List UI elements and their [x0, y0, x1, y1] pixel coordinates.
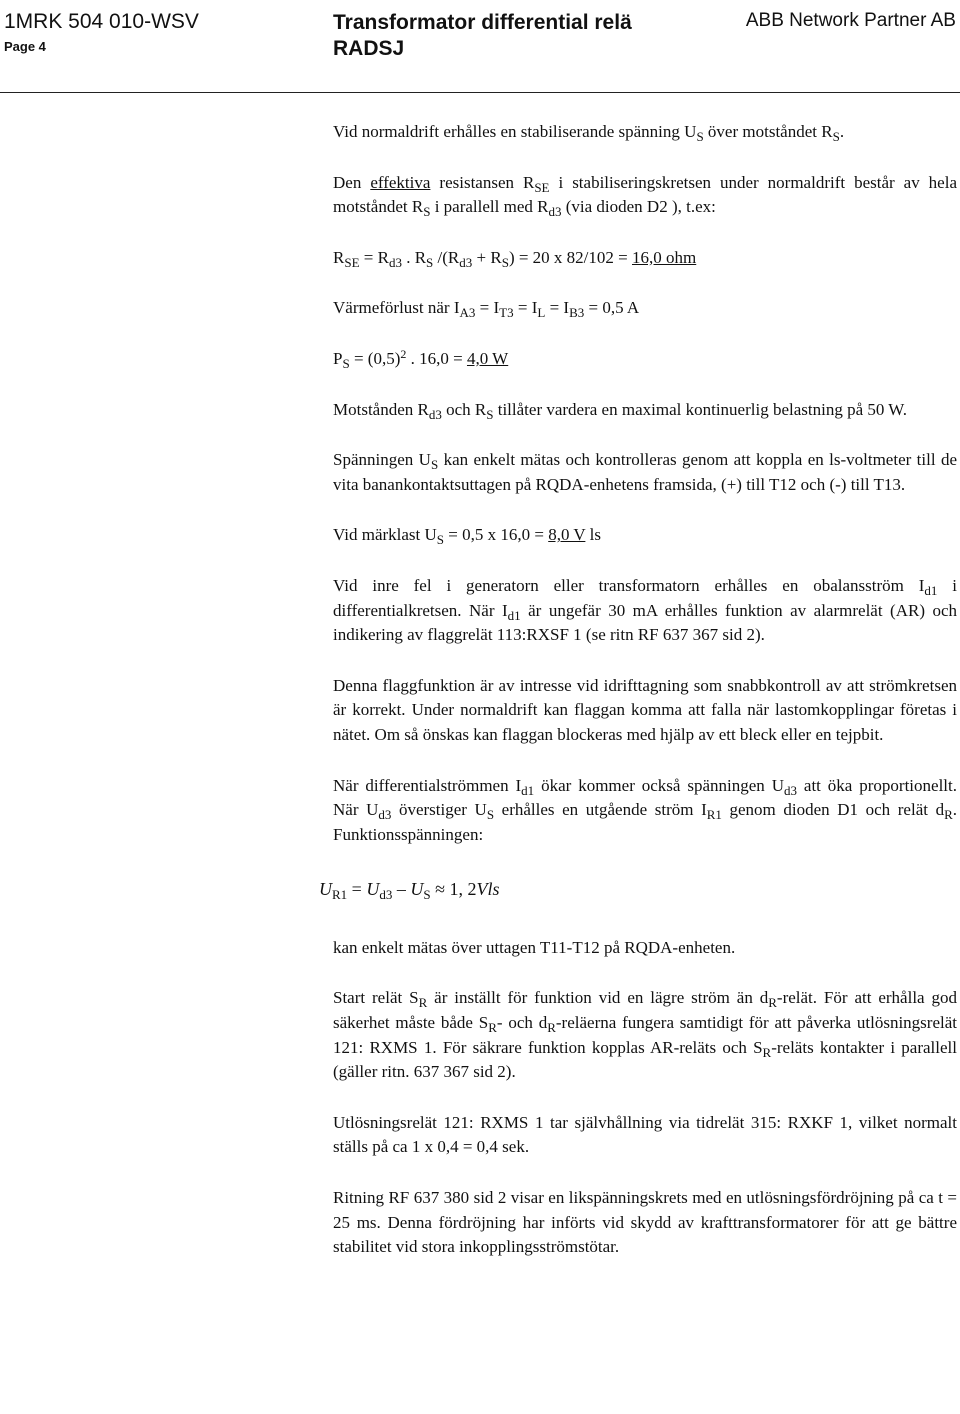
paragraph-flag-function: Denna flaggfunktion är av intresse vid idrifttagning som snabbkontroll av att strömkretsen är korrekt. Under normaldrift kan flaggan komma att falla när lastomkopplingar företas i nätet. Om så önskas kan flaggan blockeras med hjälp av ett bleck eller en tejpbit.	[333, 675, 957, 744]
formula-rse: $R_{SE} = R_{d3}$ . $R_S$ $/(R_{d3} + R_S) = 20$ x 82/102 = 16,0 ohm	[333, 247, 697, 270]
paragraph-effective-resistance: Den effektiva resistansen $R_{SE}$ i stabiliseringskretsen under normaldrift består av hela motståndet $R_S$ i parallell med $R_{d3}$ (via dioden D2 ), t.ex:	[333, 172, 957, 220]
formula-power: $P_S = (0,5)^2$ . 16,0 = 4,0 W	[333, 346, 509, 371]
paragraph-internal-fault: Vid inre fel i generatorn eller transformatorn erhålles en obalansström $I_{d1}$ i differentialkretsen. När $I_{d1}$ är ungefär 30 mA erhålles funktion av alarmrelät (AR) och indikering av flaggrelät 113:RXSF 1 (se ritn RF 637 367 sid 2).	[333, 575, 957, 645]
paragraph-start-relay: Start relät $S_R$ är inställt för funktion vid en lägre ström än $d_R$-relät. För att erhålla god säkerhet måste både $S_R-$ och $d_R$-reläerna fungera samtidigt för att påverka utlösningsrelät 121: RXMS 1. För säkrare funktion kopplas AR-reläts och $S_R$-reläts kontakter i parallell (gäller ritn. 637 367 sid 2).	[333, 988, 957, 1082]
paragraph-differential-current: När differentialströmmen $I_{d1}$ ökar kommer också spänningen $U_{d3}$ att öka proportionellt. När $U_{d3}$ överstiger $U_S$ erhålles en utgående ström $I_{R1}$ genom dioden D1 och relät $d_R$. Funktionsspänningen:	[333, 775, 957, 844]
paragraph-voltage-measurement: Spänningen $U_S$ kan enkelt mätas och kontrolleras genom att koppla en ls-voltmeter till de vita banankontaktsuttagen på RQDA-enhetens framsida, (+) till T12 och (-) till T13.	[333, 450, 957, 494]
document-number: 1MRK 504 010-WSV	[4, 10, 199, 33]
title-line-1: Transformator differential relä	[333, 11, 632, 34]
company-name: ABB Network Partner AB	[745, 10, 956, 31]
paragraph-stabilizing-voltage: Vid normaldrift erhålles en stabiliserande spänning $U_S$ över motståndet $R_S$.	[333, 122, 845, 144]
paragraph-drawing-reference: Ritning RF 637 380 sid 2 visar en likspänningskrets med en utlösningsfördröjning på ca t = 25 ms. Denna fördröjning har införts vid skydd av krafttransformatorer för att ge bättre stabilitet vid stora inkopplingsströmstötar.	[333, 1188, 957, 1257]
document-title	[333, 10, 693, 62]
body-text	[319, 120, 957, 1260]
title-line-2: RADSJ	[333, 37, 405, 60]
formula-rated-load: Vid märklast $U_S = 0,5$ x 16,0 = 8,0 V ls	[333, 525, 601, 548]
paragraph-resistor-load: Motstånden $R_{d3}$ och $R_S$ tillåter vardera en maximal kontinuerlig belastning på 50 W.	[333, 399, 908, 422]
header-divider	[0, 92, 960, 93]
paragraph-trip-relay: Utlösningsrelät 121: RXMS 1 tar självhållning via tidrelät 315: RXKF 1, vilket normalt ställs på ca 1 x 0,4 = 0,4 sek.	[333, 1112, 957, 1157]
formula-heat-loss-current: Värmeförlust när $I_{A3} = I_{T3} = I_L = I_{B3} = 0,5$ A	[333, 298, 640, 321]
equation-function-voltage: $U_{R1} = U_{d3} - U_S \approx 1$, 2Vls	[319, 879, 500, 903]
paragraph-measure-terminals: kan enkelt mätas över uttagen T11-T12 på RQDA-enheten.	[333, 937, 736, 957]
page-number: Page 4	[4, 39, 46, 54]
